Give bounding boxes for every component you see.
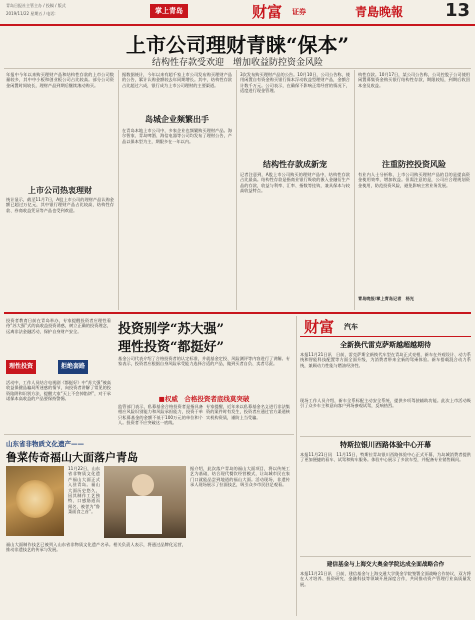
feature-intro-text: 投资者教育日前在青岛举办，专家提醒投资者应理性看待“苏大强”式的高收益投资诱惑，树立正确的投资理念，远离非法金融活动，保护自身财产安全。 (6, 318, 111, 334)
lead-col1-text: 年报中今年以来购买理财产品和结构性存款的上市公司数量较多，其中中小板和创业板公司占比较高。部分公司资金闲置时间较长，理财产品到期后继续滚动购买。 (6, 72, 114, 88)
feature-badges (6, 360, 111, 376)
section-left-badge: 掌上青岛 (150, 4, 188, 18)
local-body3-text: 福山大面制作技艺已被列入山东省非物质文化遗产名录。相关负责人表示，将通过品牌化运营，推动非遗技艺的传承与发展。 (6, 542, 186, 553)
lead-col2-text: 据数据统计，今年以来有超千家上市公司发布购买理财产品的公告，累计认购金额较去年同期增长。其中，结构性存款占比超过六成，银行成为上市公司理财的主要渠道。 (122, 72, 232, 88)
edition-line: 青岛日报社主管主办 / 投稿 / 版式 (6, 3, 66, 8)
news1-title: 全新换代雷克萨斯越超越期待 (340, 341, 431, 349)
lead-section2-title: 岛城企业频繁出手 (145, 115, 209, 124)
news3-title: 建信基金与上海交大奥金学院达成全面战略合作 (326, 562, 445, 568)
local-body2-text: 据介绍，此次落户青岛的福山大面项目，将以传统工艺为基础，结合现代餐饮经营模式，让岛城市民在家门口就能品尝到地道的福山大面。活动现场，非遗传承人现场展示了拉面技艺，吸引众多市民驻足观看。 (190, 466, 290, 488)
feature-title-line1: 投资别学“苏大强” (118, 322, 224, 337)
lead-col4-text: 构性存款。10月17日，某公司公告称，公司控股子公司使用闲置募集资金购买银行结构性存款，期限较短，到期后收回本金及收益。 (358, 72, 470, 88)
masthead (0, 0, 475, 26)
feature-body4-text: 专家提醒，近年来以私募基金名义进行非法集资的案件时有发生，投资者应通过官方渠道核实机构资质，谨防上当受骗。 (206, 404, 290, 420)
chef-photo (104, 466, 186, 538)
section-right-label: 证券 (292, 8, 306, 16)
right-section-label: 财富 (304, 318, 335, 336)
lead-section3-title: 结构性存款成新宠 (263, 160, 327, 169)
local-kicker: 山东省非物质文化遗产—— (6, 440, 84, 448)
feature-body3-text: 监管部门表示，私募基金合格投资者是指具备相应风险识别能力和风险承担能力，投资于单只私募基金的金额不低于100万元的单位和个人。投资者不应突破这一底线。 (118, 404, 203, 426)
paper-name: 青島晚報 (355, 5, 404, 19)
feature-subhead: ■权威 合格投资者底线莫突破 (158, 395, 250, 403)
lead-col3b-text: 记者注意到，A股上市公司购买的理财产品中，结构性存款占比最高。结构性存款是指商业银行吸收的嵌入金融衍生产品的存款，收益与利率、汇率、指数等挂钩，兼具保本与较高收益特点。 (240, 172, 350, 194)
lead-section1-title: 上市公司热衷理财 (28, 186, 92, 195)
news2-title: 特斯拉银川西路体验中心开幕 (340, 441, 431, 449)
section-mid-label: 财富 (252, 3, 283, 21)
local-title: 鲁菜传奇福山大面落户青岛 (6, 451, 138, 464)
feature-title-line2: 理性投资“都挺好” (118, 340, 224, 355)
feature-body2-text: 基金公司代表介绍了合格投资者的认定标准，并就基金定投、风险测评等内容进行了讲解。专家表示，投资者应根据自身风险承受能力选择合适的产品，做到买者自负、卖者尽责。 (118, 356, 290, 367)
feature-body1-text: 活动中，工作人员结合电视剧《都挺好》中“苏大强”被高收益保健品骗局所迷惑的情节，向投资者讲解了常见的投资陷阱和识别方法，提醒大家“天上不会掉馅饼”，对于承诺保本高收益的产品要保持警惕。 (6, 380, 111, 402)
right-section-sub: 汽车 (344, 323, 358, 331)
page-number: 13 (445, 0, 471, 21)
date-line: 2019/11/22 星期五 / 电话: (6, 11, 56, 16)
noodle-photo (6, 466, 64, 536)
lead-title: 上市公司理财青睐“保本” (125, 33, 349, 57)
news1-text: 本报11月21日讯 日前，雷克萨斯全新换代车型在青岛正式亮相，新车在外观设计、动力系统和智能科技配置等方面全面升级，为消费者带来全新的驾乘体验。新车搭载混合动力系统，兼顾动力性能与燃油经济性。 (300, 352, 471, 368)
lead-col4b-text: 有业内人士分析称，上市公司购买理财产品的目的是提高资金使用效率，增加收益。但需注意的是，公司应合理规划资金使用，防范投资风险，避免影响主营业务发展。 (358, 172, 470, 188)
news3-text: 本报11月21日讯 日前，建信基金与上海交通大学奥金学院签署全面战略合作协议，双方将在人才培养、投资研究、金融科技等领域开展深度合作，共同推动资产管理行业高质量发展。 (300, 571, 471, 587)
lead-col3-text: 3次发布购买理财产品的公告。10月10日，公司公告称，使用闲置自有资金购买银行保本浮动收益型理财产品，金额合计数千万元。公司表示，在确保不影响正常经营的情况下，适度进行现金管理。 (240, 72, 350, 94)
local-body1-text: 11月22日，山东省非物质文化遗产福山大面正式入驻青岛。福山大面历史悠久，因其制作工艺独特、口感筋道而闻名，被誉为“鲁菜面食之首”。 (68, 466, 100, 515)
lead-col1b-text: 统计显示，截至11月7日，A股上市公司的理财产品认购金额已超过万亿元，其中银行理财产品占比较高，结构性存款、券商收益凭证等产品也受到欢迎。 (6, 197, 114, 213)
news1-text2: 现场工作人员介绍，新车全系标配主动安全系统，提供多项驾驶辅助功能。此次上市活动吸引了众多车主和意向客户到场参观试驾，反响热烈。 (300, 398, 471, 409)
local-body3-cont (190, 560, 290, 616)
news2-text: 本报11月21日讯 11月15日，特斯拉青岛银川西路体验中心正式开幕，为岛城消费者提供了更加便捷的看车、试驾和购车服务。体验中心展示了多款车型，并配备专业销售顾问。 (300, 452, 471, 463)
badge-rational-investing: 理性投资 (6, 360, 36, 374)
lead-col2b-text: 在青岛本地上市公司中，多家企业也频繁购买理财产品。海尔智家、青岛啤酒、海信电器等公司均发布了理财公告，产品以保本型为主，期限多在一年以内。 (122, 128, 232, 144)
lead-subtitle: 结构性存款受欢迎 增加收益防控资金风险 (151, 58, 323, 68)
lead-section4-title: 注重防控投资风险 (382, 160, 446, 169)
lead-byline: 青岛晚报/掌上青岛记者 杨光 (358, 296, 414, 301)
badge-reject-traps: 拒绝套路 (58, 360, 88, 374)
